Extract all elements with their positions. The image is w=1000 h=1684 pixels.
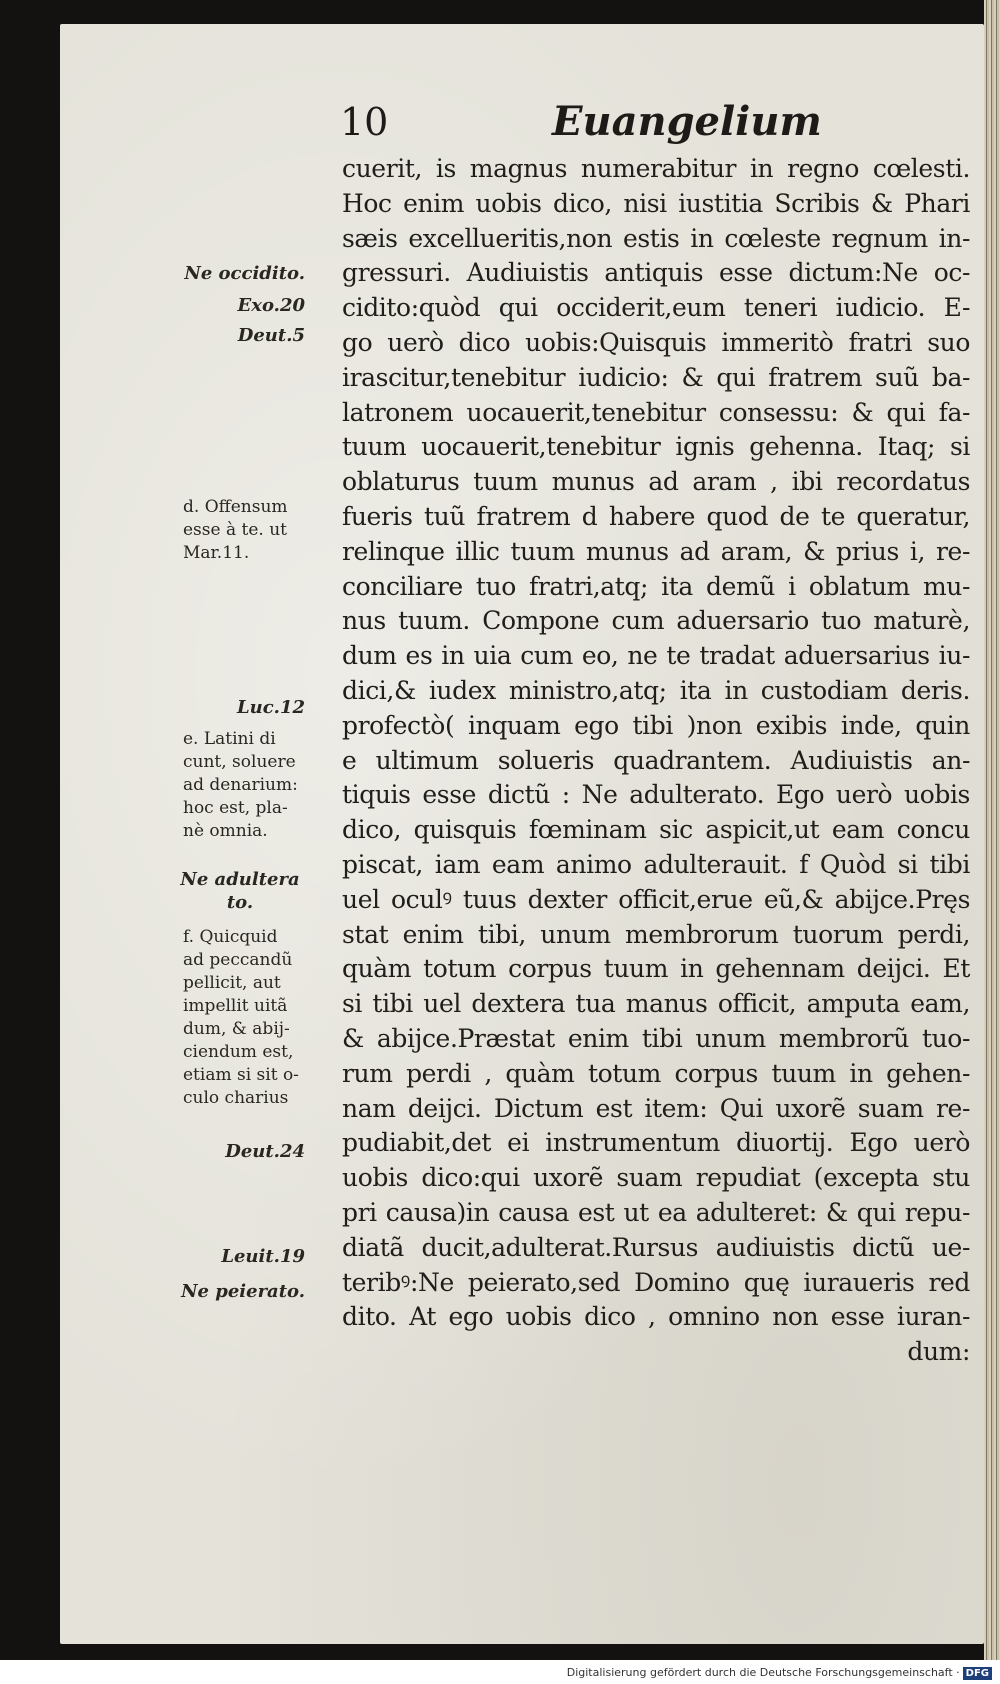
body-line: uel oculꝰ tuus dexter officit,erue eũ,& abijce.Pręs	[342, 884, 970, 914]
margin-note-ne-peierato: Ne peierato.	[181, 1281, 305, 1302]
body-line: teribꝰ:Ne peierato,sed Domino quę iuraueris red	[342, 1267, 970, 1297]
page-number: 10	[340, 100, 389, 144]
margin-note-luc: Luc.12	[236, 697, 305, 718]
body-line: relinque illic tuum munus ad aram, & prius i, re-	[342, 536, 970, 566]
body-line: conciliare tuo fratri,atq; ita demũ i oblatum mu-	[342, 571, 970, 601]
margin-note-exo: Exo.20	[237, 295, 305, 316]
margin-note-d: d. Offensum esse à te. ut Mar.11.	[183, 497, 288, 563]
body-line: si tibi uel dextera tua manus officit, amputa eam,	[342, 989, 970, 1019]
body-line: stat enim tibi, unum membrorum tuorum perdi,	[342, 919, 970, 949]
digitization-credit	[567, 1666, 992, 1680]
margin-note-e: e. Latini di cunt, soluere ad denarium: hoc est, pla- nè omnia.	[183, 729, 298, 841]
margin-note-ne-occidito: Ne occidito.	[184, 263, 305, 284]
margin-note-f: f. Quicquid ad peccandũ pellicit, aut impellit uitã dum, & abij- ciendum est, etiam si sit o- culo charius	[183, 927, 299, 1108]
body-line: profectò( inquam ego tibi )non exibis inde, quin	[342, 710, 970, 740]
body-line: e ultimum solueris quadrantem. Audiuistis an-	[342, 745, 970, 775]
body-line: dum:	[907, 1337, 970, 1367]
body-line: pri causa)in causa est ut ea adulteret: & qui repu-	[342, 1197, 970, 1227]
body-line: tiquis esse dictũ : Ne adulterato. Ego uerò uobis	[342, 780, 970, 810]
body-line: irascitur,tenebitur iudicio: & qui fratrem suũ ba-	[342, 362, 970, 392]
body-line: cuerit, is magnus numerabitur in regno cœlesti.	[342, 154, 970, 183]
body-line: dum es in uia cum eo, ne te tradat aduersarius iu-	[342, 641, 970, 671]
page-stack-edge	[984, 0, 1000, 1660]
body-line: pudiabit,det ei instrumentum diuortij. Ego uerò	[342, 1128, 970, 1158]
margin-note-ne-adulterato: Ne adultera to.	[180, 869, 300, 913]
body-text	[342, 152, 970, 1370]
body-line: tuum uocauerit,tenebitur ignis gehenna. Itaq; si	[342, 432, 970, 462]
body-line: go uerò dico uobis:Quisquis immeritò fratri suo	[342, 327, 970, 357]
body-line: nam deijci. Dictum est item: Qui uxorẽ suam re-	[342, 1093, 970, 1123]
running-head: Euangelium	[552, 98, 822, 145]
body-line: sæis excellueritis,non estis in cœleste regnum in-	[342, 223, 970, 253]
body-line: Hoc enim uobis dico, nisi iustitia Scribis & Phari	[342, 188, 970, 218]
margin-note-deut24: Deut.24	[225, 1141, 305, 1162]
credit-text: Digitalisierung gefördert durch die Deutsche Forschungsgemeinschaft ·	[566, 1666, 960, 1679]
body-line: cidito:quòd qui occiderit,eum teneri iudicio. E-	[342, 293, 970, 323]
body-line: dici,& iudex ministro,atq; ita in custodiam deris.	[342, 675, 970, 705]
body-line: quàm totum corpus tuum in gehennam deijci. Et	[342, 954, 970, 984]
body-line: rum perdi , quàm totum corpus tuum in gehen-	[342, 1058, 970, 1088]
body-line: gressuri. Audiuistis antiquis esse dictum:Ne oc-	[342, 258, 970, 288]
body-line: nus tuum. Compone cum aduersario tuo maturè,	[342, 606, 970, 636]
body-line: dico, quisquis fœminam sic aspicit,ut eam concu	[342, 815, 970, 845]
body-line: & abijce.Præstat enim tibi unum membrorũ tuo-	[342, 1023, 970, 1053]
body-line: fueris tuũ fratrem d habere quod de te queratur,	[342, 501, 970, 531]
dfg-logo: DFG	[963, 1667, 992, 1680]
margin-note-leuit: Leuit.19	[221, 1246, 305, 1267]
body-line: dito. At ego uobis dico , omnino non esse iuran-	[342, 1302, 970, 1332]
body-line: oblaturus tuum munus ad aram , ibi recordatus	[342, 467, 970, 497]
margin-note-deut5: Deut.5	[237, 325, 305, 346]
body-line: latronem uocauerit,tenebitur consessu: & qui fa-	[342, 397, 970, 427]
body-line: piscat, iam eam animo adulterauit. f Quòd si tibi	[342, 849, 970, 879]
body-line: uobis dico:qui uxorẽ suam repudiat (excepta stu	[342, 1163, 970, 1193]
body-line: diatã ducit,adulterat.Rursus audiuistis dictũ ue-	[342, 1232, 970, 1262]
